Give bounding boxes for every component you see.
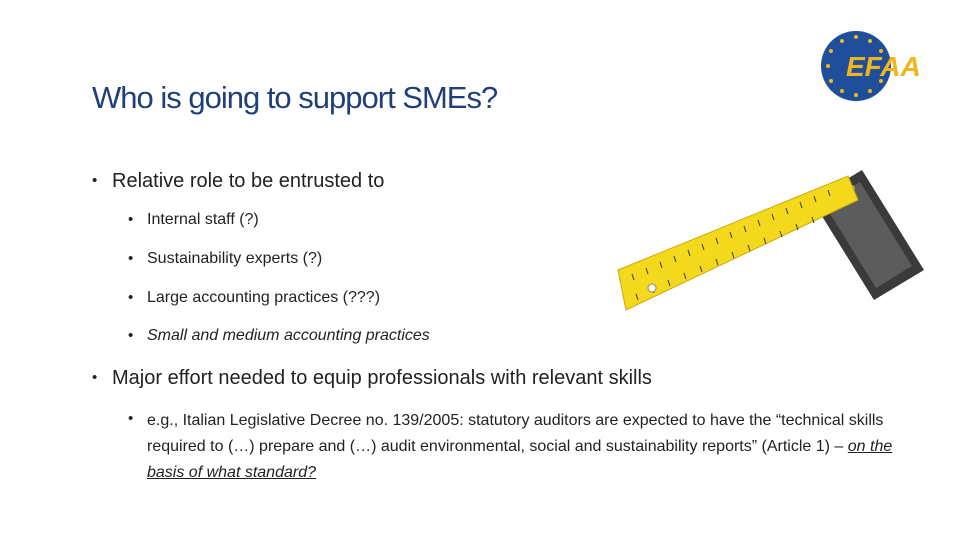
bullet-dot: • (92, 369, 98, 386)
sub-bullet-text: Large accounting practices (???) (147, 289, 381, 306)
bullet-dot: • (128, 289, 134, 306)
bullet-dot: • (128, 211, 134, 228)
carpenter-square-ruler-image (612, 160, 932, 320)
sub-bullet-text: Internal staff (?) (147, 211, 259, 228)
efaa-logo (820, 28, 936, 104)
bullet-text: Major effort needed to equip professionals with relevant skills (112, 367, 652, 389)
slide-title: Who is going to support SMEs? (92, 80, 498, 115)
bullet-text: Relative role to be entrusted to (112, 170, 385, 192)
sub-bullet-text: Small and medium accounting practices (147, 327, 430, 344)
decree-text: e.g., Italian Legislative Decree no. 139/2005: statutory auditors are expected to have the “technical skills required to (…) prepare and (…) audit environmental, social and sustainability reports” (Article 1) – (147, 412, 884, 455)
logo-text: EFAA (846, 51, 921, 82)
bullet-dot: • (128, 410, 134, 427)
sub-bullet-italian-decree (147, 408, 917, 486)
bullet-dot: • (128, 327, 134, 344)
bullet-dot: • (128, 250, 134, 267)
decree-question: on the basis of what standard? (147, 438, 893, 481)
bullet-dot: • (92, 172, 98, 189)
sub-bullet-text: Sustainability experts (?) (147, 250, 323, 267)
